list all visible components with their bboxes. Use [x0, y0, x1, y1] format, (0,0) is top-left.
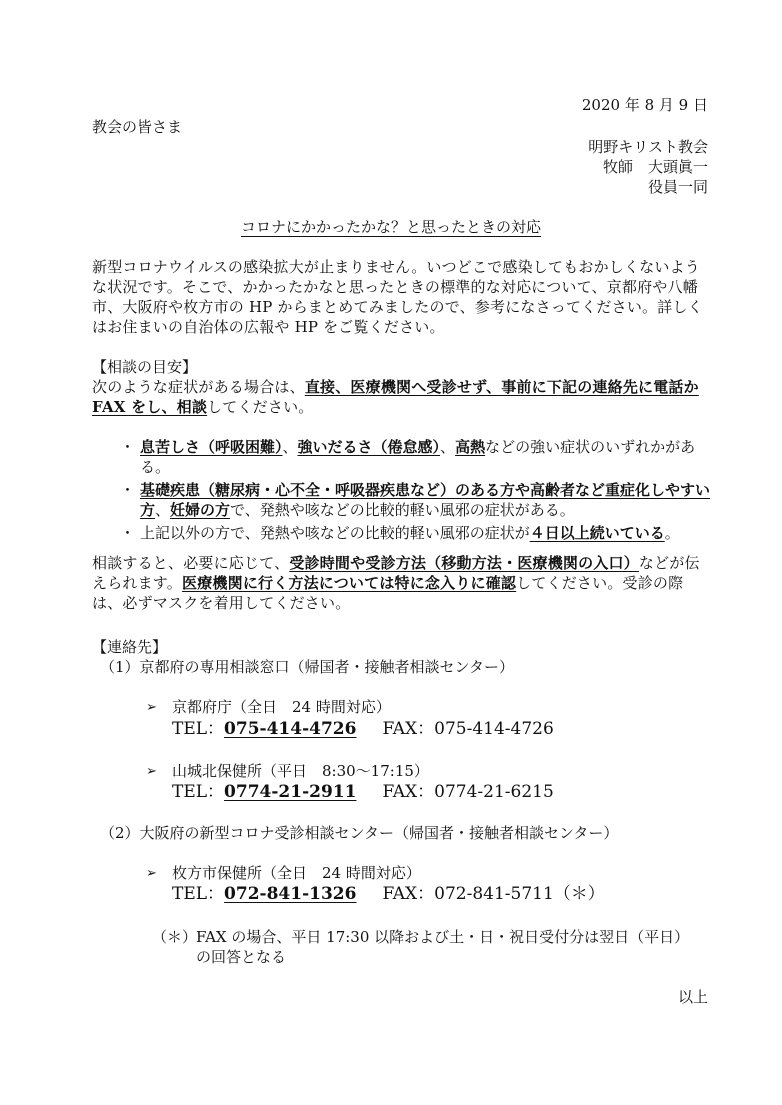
hirakata-office-name: 枚方市保健所（全日 24 時間対応）: [172, 864, 421, 882]
consult-text-c: してください。: [207, 398, 314, 416]
intro-paragraph: 新型コロナウイルスの感染拡大が止まりません。いつどこで感染してもおかしくないような状況です。そこで、かかったかなと思ったときの標準的な対応について、京都府や八幡市、大阪府や枚方市の HP からまとめてみましたので、参考になさってください。詳しくはお住まいの自治体の広報や HP をご覧ください。: [92, 258, 703, 336]
sender-pastor: 牧師 大頭眞一: [602, 158, 708, 176]
list-item: ・ 上記以外の方で、発熱や咳などの比較的軽い風邪の症状が４日以上続いている。: [120, 524, 680, 542]
phone-number: 072-841-1326: [224, 884, 357, 904]
contact-heading: 【連絡先】: [92, 638, 168, 656]
closing: 以上: [677, 988, 708, 1006]
kyoto-office-name: 京都府庁（全日 24 時間対応）: [172, 698, 391, 716]
document-date: 2020 年 8 月 9 日: [581, 96, 708, 114]
fax-number: FAX：075-414-4726: [382, 719, 554, 739]
fax-number: FAX：072-841-5711（＊）: [382, 884, 605, 904]
arrow-bullet-icon: ➢: [146, 764, 157, 779]
kyoto-office-contact: TEL：075-414-4726 FAX：075-414-4726: [172, 719, 554, 739]
note-line-1: FAX の場合、平日 17:30 以降および土・日・祝日受付分は翌日（平日）: [196, 928, 690, 946]
fax-number: FAX：0774-21-6215: [382, 782, 554, 802]
hirakata-office-contact: TEL：072-841-1326 FAX：072-841-5711（＊）: [172, 884, 605, 904]
consult-heading: 【相談の目安】: [92, 358, 198, 376]
yamashiro-office-name: 山城北保健所（平日 8:30～17:15）: [172, 762, 429, 780]
document-title: コロナにかかったかな？と思ったときの対応: [240, 218, 541, 236]
kyoto-section-title: （1）京都府の専用相談窓口（帰国者・接触者相談センター）: [100, 658, 514, 676]
sender-staff: 役員一同: [647, 178, 708, 196]
list-item: ・ 基礎疾患（糖尿病・心不全・呼吸器疾患など）のある方や高齢者など重症化しやすい方、妊婦の方で、発熱や咳などの比較的軽い風邪の症状がある。: [120, 481, 711, 519]
sender-church: 明野キリスト教会: [588, 138, 708, 156]
osaka-section-title: （2）大阪府の新型コロナ受診相談センター（帰国者・接触者相談センター）: [100, 824, 619, 842]
list-item: ・ 息苦しさ（呼吸困難）、強いだるさ（倦怠感）、高熱などの強い症状のいずれかがある。: [120, 438, 696, 476]
phone-number: 0774-21-2911: [224, 782, 357, 802]
consult-text-a: 次のような症状がある場合は、: [92, 378, 305, 396]
note-line-2: の回答となる: [196, 948, 287, 966]
arrow-bullet-icon: ➢: [146, 866, 157, 881]
symptom-list: [92, 437, 712, 546]
yamashiro-office-contact: TEL：0774-21-2911 FAX：0774-21-6215: [172, 782, 554, 802]
arrow-bullet-icon: ➢: [146, 700, 157, 715]
consult-text-emphasis: 直接、医療機関へ受診せず、事前に下記の連絡先に電話か FAX をし、相談: [92, 378, 699, 416]
phone-number: 075-414-4726: [224, 719, 357, 739]
note-mark: （＊）: [152, 928, 198, 946]
after-paragraph: 相談すると、必要に応じて、受診時間や受診方法（移動方法・医療機関の入口）などが伝えられます。医療機関に行く方法については特に念入りに確認してください。受診の際は、必ずマスクを着用してください。: [92, 554, 700, 612]
greeting: 教会の皆さま: [92, 118, 183, 136]
consult-paragraph: [92, 377, 710, 417]
